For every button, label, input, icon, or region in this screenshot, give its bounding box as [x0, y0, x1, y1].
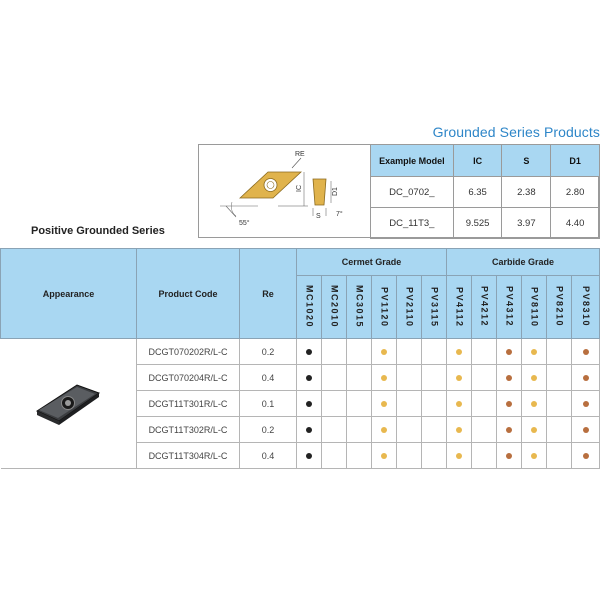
- grade-label: MC3015: [354, 285, 365, 329]
- grade-cell: [497, 339, 522, 365]
- grade-header: [397, 276, 422, 339]
- grade-cell: [372, 417, 397, 443]
- spec-cell: 9.525: [453, 208, 502, 239]
- availability-dot-icon: [583, 401, 589, 407]
- availability-dot-icon: [306, 349, 312, 355]
- grade-cell: [522, 443, 547, 469]
- availability-dot-icon: [381, 375, 387, 381]
- availability-dot-icon: [381, 401, 387, 407]
- grade-label: PV4112: [454, 286, 465, 328]
- availability-dot-icon: [306, 375, 312, 381]
- spec-cell: 3.97: [502, 208, 551, 239]
- grade-cell: [347, 443, 372, 469]
- re-cell: 0.4: [240, 443, 297, 469]
- grade-header: [372, 276, 397, 339]
- insert-hole: [264, 179, 277, 192]
- grade-cell: [322, 365, 347, 391]
- grade-cell: [347, 417, 372, 443]
- spec-cell: 2.80: [551, 177, 600, 208]
- grade-cell: [422, 443, 447, 469]
- series-title: Grounded Series Products: [432, 124, 600, 140]
- grade-cell: [297, 339, 322, 365]
- grade-cell: [322, 339, 347, 365]
- ic-label: IC: [296, 185, 303, 192]
- grade-cell: [547, 339, 572, 365]
- availability-dot-icon: [531, 427, 537, 433]
- re-label: RE: [295, 151, 305, 158]
- availability-dot-icon: [456, 349, 462, 355]
- grade-table-body: [1, 339, 600, 469]
- header-appearance: Appearance: [1, 249, 137, 339]
- grade-header: [422, 276, 447, 339]
- product-code-cell: DCGT11T304R/L-C: [137, 443, 240, 469]
- spec-header-ic: IC: [453, 145, 502, 177]
- availability-dot-icon: [506, 401, 512, 407]
- section-title: Positive Grounded Series: [31, 225, 165, 237]
- availability-dot-icon: [583, 427, 589, 433]
- availability-dot-icon: [506, 375, 512, 381]
- grade-cell: [472, 391, 497, 417]
- grade-cell: [297, 365, 322, 391]
- grade-header: [447, 276, 472, 339]
- spec-cell: 6.35: [453, 177, 502, 208]
- spec-header-row: [371, 145, 600, 177]
- grade-label: PV8110: [529, 286, 540, 328]
- grade-header: [547, 276, 572, 339]
- re-cell: 0.2: [240, 417, 297, 443]
- grade-cell: [472, 443, 497, 469]
- grade-cell: [497, 417, 522, 443]
- grade-table: [0, 248, 600, 469]
- grade-cell: [372, 365, 397, 391]
- grade-cell: [322, 391, 347, 417]
- insert-diagram: [198, 144, 370, 238]
- availability-dot-icon: [506, 427, 512, 433]
- availability-dot-icon: [456, 401, 462, 407]
- grade-header-row: [1, 249, 600, 276]
- availability-dot-icon: [381, 427, 387, 433]
- spec-cell: DC_0702_: [371, 177, 454, 208]
- grade-label: PV8210: [554, 286, 565, 328]
- grade-cell: [372, 443, 397, 469]
- grade-cell: [322, 417, 347, 443]
- grade-label: PV8310: [581, 286, 591, 328]
- grade-header: [522, 276, 547, 339]
- grade-cell: [447, 417, 472, 443]
- availability-dot-icon: [381, 349, 387, 355]
- availability-dot-icon: [531, 375, 537, 381]
- spec-row: [371, 208, 600, 239]
- header-re: Re: [240, 249, 297, 339]
- insert-photo-icon: [33, 381, 103, 425]
- grade-label: PV3115: [429, 286, 440, 328]
- grade-cell: [422, 365, 447, 391]
- availability-dot-icon: [506, 453, 512, 459]
- header-product-code: Product Code: [137, 249, 240, 339]
- availability-dot-icon: [306, 427, 312, 433]
- spec-header-s: S: [502, 145, 551, 177]
- availability-dot-icon: [583, 375, 589, 381]
- s-label: S: [316, 213, 321, 220]
- availability-dot-icon: [456, 453, 462, 459]
- grade-cell: [297, 417, 322, 443]
- grade-cell: [397, 391, 422, 417]
- grade-cell: [447, 339, 472, 365]
- grade-cell: [472, 417, 497, 443]
- product-code-cell: DCGT070204R/L-C: [137, 365, 240, 391]
- grade-cell: [547, 391, 572, 417]
- insert-side-shape: [313, 179, 326, 205]
- availability-dot-icon: [531, 349, 537, 355]
- grade-cell: [572, 391, 600, 417]
- spec-cell: 2.38: [502, 177, 551, 208]
- availability-dot-icon: [531, 453, 537, 459]
- grade-label: PV4212: [479, 286, 490, 328]
- grade-header: [472, 276, 497, 339]
- grade-header: [572, 276, 600, 339]
- grade-cell: [497, 365, 522, 391]
- grade-cell: [547, 417, 572, 443]
- grade-cell: [397, 339, 422, 365]
- product-code-cell: DCGT11T302R/L-C: [137, 417, 240, 443]
- re-cell: 0.4: [240, 365, 297, 391]
- grade-cell: [472, 365, 497, 391]
- spec-header-d1: D1: [551, 145, 600, 177]
- product-code-cell: DCGT11T301R/L-C: [137, 391, 240, 417]
- spec-cell: 4.40: [551, 208, 600, 239]
- grade-cell: [572, 365, 600, 391]
- grade-cell: [447, 391, 472, 417]
- grade-cell: [422, 391, 447, 417]
- grade-label: MC2010: [329, 285, 340, 329]
- grade-cell: [572, 417, 600, 443]
- grade-label: PV2110: [404, 286, 415, 328]
- availability-dot-icon: [583, 349, 589, 355]
- grade-cell: [397, 417, 422, 443]
- spec-cell: DC_11T3_: [371, 208, 454, 239]
- grade-label: PV4312: [504, 286, 515, 328]
- availability-dot-icon: [381, 453, 387, 459]
- grade-cell: [472, 339, 497, 365]
- angle-arc: [231, 202, 236, 216]
- availability-dot-icon: [531, 401, 537, 407]
- grade-cell: [347, 339, 372, 365]
- grade-cell: [572, 339, 600, 365]
- header-cermet-grade: Cermet Grade: [297, 249, 447, 276]
- grade-cell: [322, 443, 347, 469]
- availability-dot-icon: [506, 349, 512, 355]
- availability-dot-icon: [456, 427, 462, 433]
- d1-label: D1: [332, 187, 339, 196]
- re-cell: 0.2: [240, 339, 297, 365]
- grade-cell: [422, 339, 447, 365]
- grade-header: [347, 276, 372, 339]
- grade-cell: [372, 339, 397, 365]
- grade-cell: [522, 339, 547, 365]
- grade-cell: [297, 391, 322, 417]
- grade-cell: [497, 391, 522, 417]
- grade-cell: [297, 443, 322, 469]
- grade-cell: [497, 443, 522, 469]
- clearance-label: 7°: [336, 211, 343, 218]
- spec-header-model: Example Model: [371, 145, 454, 177]
- angle-label: 55°: [239, 220, 250, 227]
- grade-header: [297, 276, 322, 339]
- appearance-cell: [1, 339, 137, 469]
- grade-cell: [372, 391, 397, 417]
- grade-cell: [522, 391, 547, 417]
- grade-cell: [547, 365, 572, 391]
- grade-cell: [447, 443, 472, 469]
- availability-dot-icon: [306, 401, 312, 407]
- grade-cell: [447, 365, 472, 391]
- grade-cell: [347, 391, 372, 417]
- grade-cell: [547, 443, 572, 469]
- grade-cell: [572, 443, 600, 469]
- re-cell: 0.1: [240, 391, 297, 417]
- table-row: [1, 339, 600, 365]
- grade-cell: [347, 365, 372, 391]
- product-code-cell: DCGT070202R/L-C: [137, 339, 240, 365]
- header-carbide-grade: Carbide Grade: [447, 249, 600, 276]
- grade-header: [322, 276, 347, 339]
- grade-cell: [397, 443, 422, 469]
- re-leader: [292, 158, 301, 168]
- grade-label: PV1120: [379, 286, 390, 328]
- availability-dot-icon: [456, 375, 462, 381]
- grade-cell: [422, 417, 447, 443]
- grade-header: [497, 276, 522, 339]
- grade-cell: [522, 417, 547, 443]
- availability-dot-icon: [306, 453, 312, 459]
- grade-label: MC1020: [304, 285, 315, 329]
- availability-dot-icon: [583, 453, 589, 459]
- spec-table: [370, 144, 600, 239]
- grade-cell: [522, 365, 547, 391]
- spec-row: [371, 177, 600, 208]
- grade-cell: [397, 365, 422, 391]
